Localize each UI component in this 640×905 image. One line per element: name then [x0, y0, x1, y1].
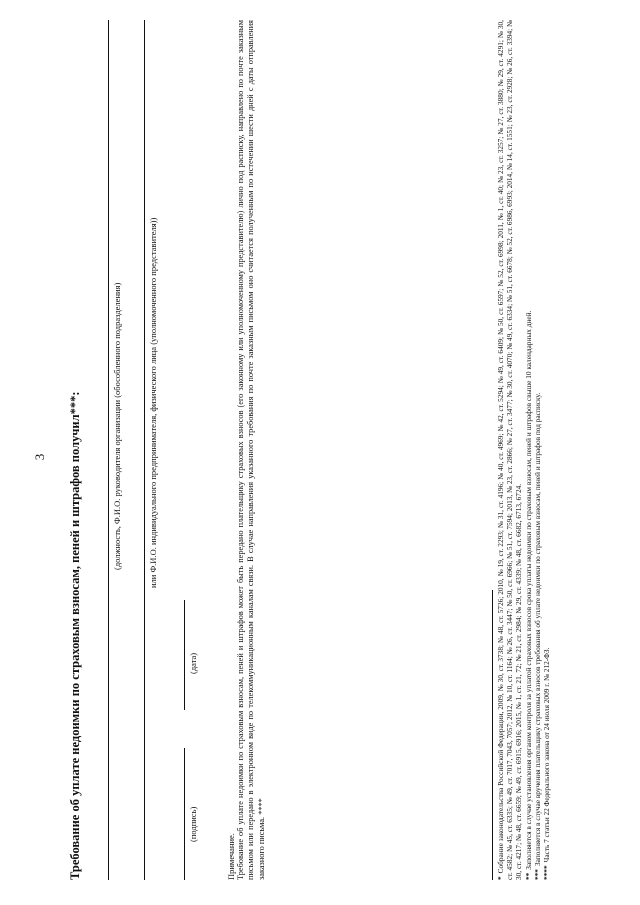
footnote-2 — [524, 20, 533, 880]
footnote-text: Часть 7 статьи 22 Федерального закона от 24 июля 2009 г. № 212-ФЗ. — [542, 647, 552, 863]
date-line — [184, 600, 185, 710]
footnote-mark: * — [496, 876, 505, 880]
footnote-text: Заполняется в случае установления органом контроля за уплатой страховых взносов срока уплаты недоимки по страховым взносам, пеней и штрафов свыше 10 календарных дней. — [523, 310, 533, 870]
document-title: Требование об уплате недоимки по страховым взносам, пеней и штрафов получил***: — [68, 391, 82, 880]
footnote-1 — [496, 20, 524, 880]
caption-position: (должность, Ф.И.О. руководителя организации (обособленного подразделения) — [112, 282, 122, 570]
caption-date: (дата) — [188, 652, 198, 674]
signature-line — [184, 748, 185, 880]
footnote-text: Заполняется в случае вручения плательщику страховых взносов требования об уплате недоимки по страховым взносам, пеней и штрафов под расписку. — [532, 392, 542, 867]
signature-line-position — [108, 20, 109, 880]
caption-signature: (подпись) — [188, 806, 198, 842]
footnotes — [496, 20, 551, 880]
rotated-page-content — [20, 20, 620, 880]
footnote-4 — [542, 20, 551, 880]
footnote-mark: *** — [532, 869, 542, 880]
caption-person: или Ф.И.О. индивидуального предпринимателя, физического лица (уполномоченного представителя)) — [148, 217, 158, 588]
note-heading: Примечание. — [226, 833, 236, 880]
page-number: 3 — [32, 453, 47, 461]
note-text: Требование об уплате недоимки по страховым взносам, пеней и штрафов может быть передано плательщику страховых взносов (его законному или уполномоченному представителю) лично под расписку, направлено по почте заказным письмом или передано в электронном виде по телекоммуникационным каналам связи. В случае направления указанного требования по почте заказным письмом оно считается полученным по истечении шести дней с даты отправления заказного письма. **** — [236, 20, 266, 880]
footnote-mark: **** — [542, 865, 552, 880]
footnote-mark: ** — [523, 872, 533, 880]
footnote-3 — [533, 20, 542, 880]
signature-line-person — [144, 20, 145, 880]
footnote-separator — [492, 590, 493, 880]
footnote-text: Собрание законодательства Российской Федерации, 2009, № 30, ст. 3738; № 48, ст. 5726; 2010, № 19, ст. 2293; № 31, ст. 4196; № 40, ст. 4969; № 42, ст. 5294; № 49, ст. 6409; № 50, ст. 6597; № 52, ст. 6998; 2011, № 1, ст. 40; № 23, ст. 3257; № 27, ст. 3880; № 29, ст. 4291; № 30, ст. 4582; № 45, ст. 6335; № 49, ст. 7017, 7043, 7057; 2012, № 10, ст. 1164; № 26, ст. 3447; № 50, ст. 6966; № 51, ст. 7594; 2013, № 23, ст. 2866; № 27, ст. 3477; № 30, ст. 4070; № 49, ст. 6334; № 51, ст. 6678; № 52, ст. 6986, 6993; 2014, № 14, ст. 1551; № 23, ст. 2928; № 26, ст. 3394; № 30, ст. 4217; № 48, ст. 6659; № 49, ст. 6915, 6916; 2015, № 1, ст. 21, 72; № 21, ст. 2984; № 29, ст. 4339; № 48, ст. 6682, 6713, 6724. — [496, 20, 524, 880]
